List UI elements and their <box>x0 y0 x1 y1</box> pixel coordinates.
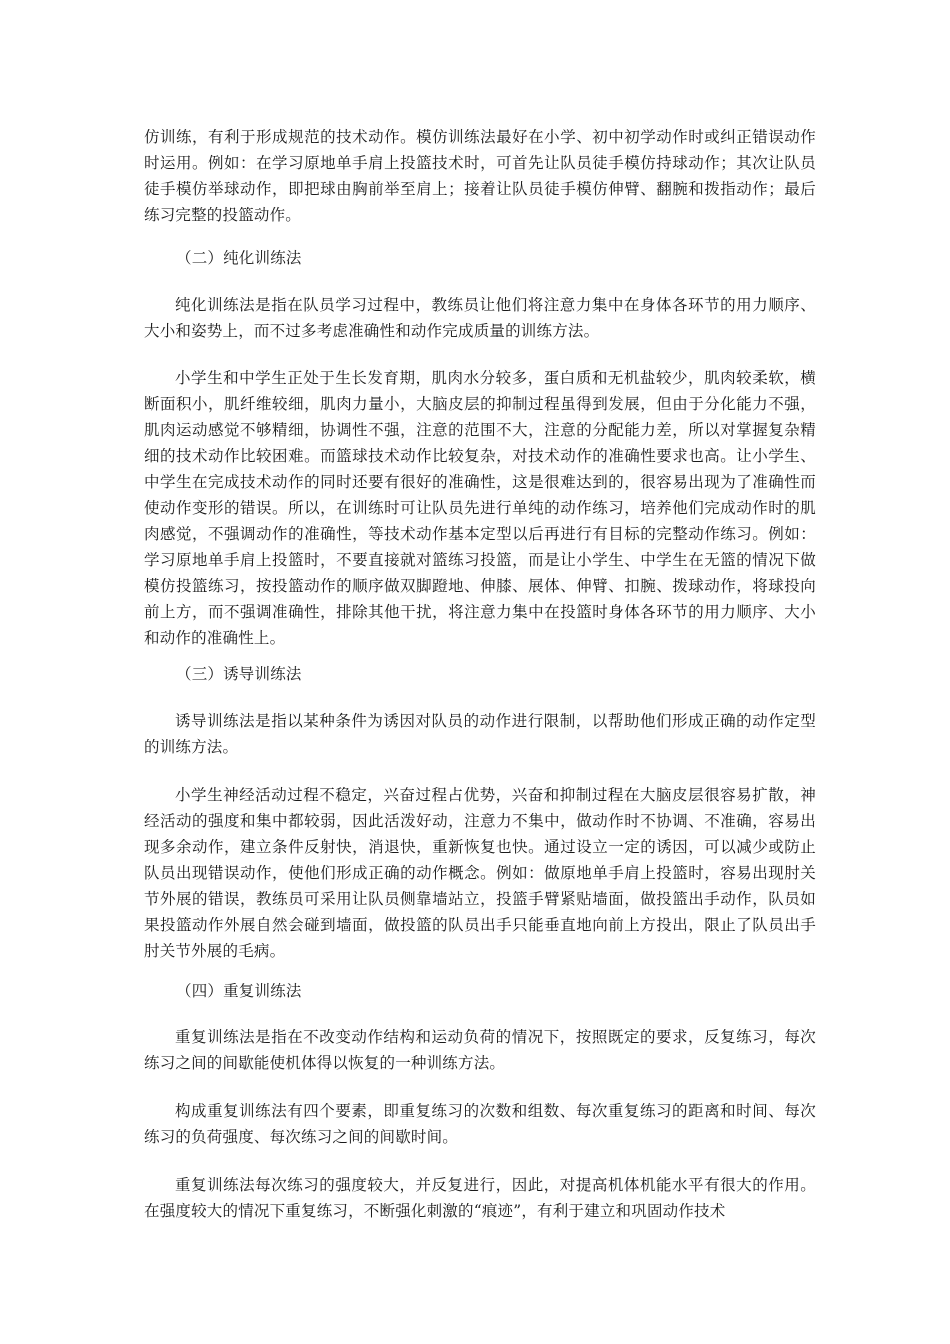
paragraph-imitation-continued: 仿训练，有利于形成规范的技术动作。模仿训练法最好在小学、初中初学动作时或纠正错误动作时运用。例如：在学习原地单手肩上投篮技术时，可首先让队员徒手模仿持球动作；其次让队员徒手模仿举球动作，即把球由胸前举至肩上；接着让队员徒手模仿伸臂、翻腕和拨指动作；最后练习完整的投篮动作。 <box>144 128 816 224</box>
paragraph-induction-explanation: 小学生神经活动过程不稳定，兴奋过程占优势，兴奋和抑制过程在大脑皮层很容易扩散，神经活动的强度和集中都较弱，因此活泼好动，注意力不集中，做动作时不协调、不准确，容易出现多余动作，建立条件反射快，消退快，重新恢复也快。通过设立一定的诱因，可以减少或防止队员出现错误动作，使他们形成正确的动作概念。例如：做原地单手肩上投篮时，容易出现肘关节外展的错误，教练员可采用让队员侧靠墙站立，投篮手臂紧贴墙面，做投篮出手动作，队员如果投篮动作外展自然会碰到墙面，做投篮的队员出手只能垂直地向前上方投出，限止了队员出手肘关节外展的毛病。 <box>144 786 816 960</box>
paragraph-purification-definition: 纯化训练法是指在队员学习过程中，教练员让他们将注意力集中在身体各环节的用力顺序、大小和姿势上，而不过多考虑准确性和动作完成质量的训练方法。 <box>144 296 816 340</box>
paragraph-repetition-elements: 构成重复训练法有四个要素，即重复练习的次数和组数、每次重复练习的距离和时间、每次练习的负荷强度、每次练习之间的间歇时间。 <box>144 1102 816 1146</box>
paragraph-induction-definition: 诱导训练法是指以某种条件为诱因对队员的动作进行限制，以帮助他们形成正确的动作定型的训练方法。 <box>144 712 816 756</box>
heading-repetition-method: （四）重复训练法 <box>176 982 302 1000</box>
paragraph-repetition-effects: 重复训练法每次练习的强度较大，并反复进行，因此，对提高机体机能水平有很大的作用。在强度较大的情况下重复练习，不断强化刺激的“痕迹”，有利于建立和巩固动作技术 <box>144 1176 816 1220</box>
heading-purification-method: （二）纯化训练法 <box>176 249 302 267</box>
paragraph-repetition-definition: 重复训练法是指在不改变动作结构和运动负荷的情况下，按照既定的要求，反复练习，每次练习之间的间歇能使机体得以恢复的一种训练方法。 <box>144 1028 816 1072</box>
paragraph-purification-explanation: 小学生和中学生正处于生长发育期，肌肉水分较多，蛋白质和无机盐较少，肌肉较柔软，横断面积小，肌纤维较细，肌肉力量小，大脑皮层的抑制过程虽得到发展，但由于分化能力不强，肌肉运动感觉不够精细，协调性不强，注意的范围不大，注意的分配能力差，所以对掌握复杂精细的技术动作比较困难。而篮球技术动作比较复杂，对技术动作的准确性要求也高。让小学生、中学生在完成技术动作的同时还要有很好的准确性，这是很难达到的，很容易出现为了准确性而使动作变形的错误。所以，在训练时可让队员先进行单纯的动作练习，培养他们完成动作时的肌肉感觉，不强调动作的准确性，等技术动作基本定型以后再进行有目标的完整动作练习。例如：学习原地单手肩上投篮时，不要直接就对篮练习投篮，而是让小学生、中学生在无篮的情况下做模仿投篮练习，按投篮动作的顺序做双脚蹬地、伸膝、展体、伸臂、扣腕、拨球动作，将球投向前上方，而不强调准确性，排除其他干扰，将注意力集中在投篮时身体各环节的用力顺序、大小和动作的准确性上。 <box>144 369 816 647</box>
heading-induction-method: （三）诱导训练法 <box>176 665 302 683</box>
